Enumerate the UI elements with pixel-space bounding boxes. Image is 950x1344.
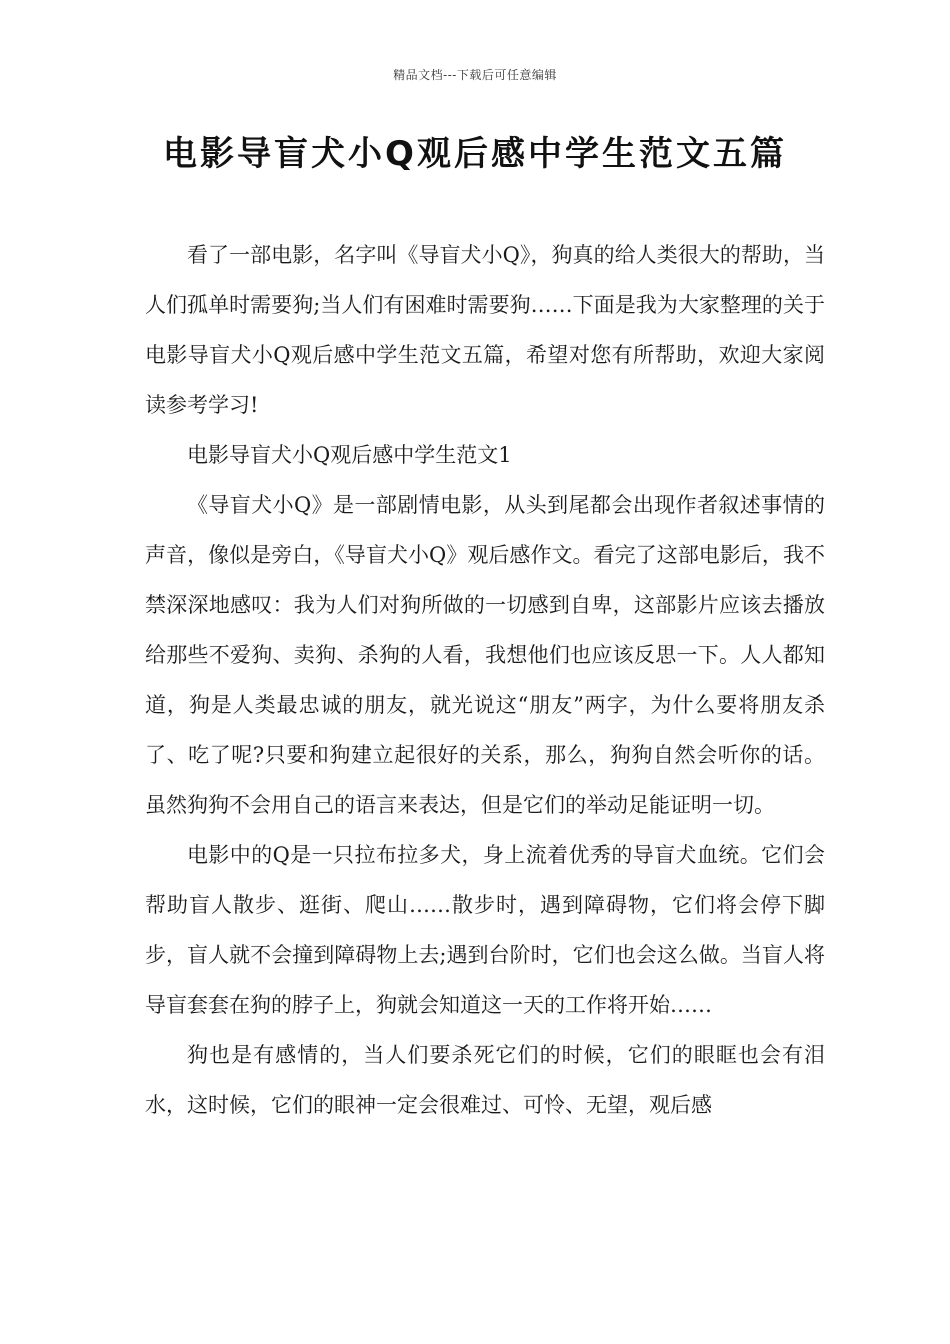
paragraph: 《导盲犬小Q》是一部剧情电影，从头到尾都会出现作者叙述事情的声音，像似是旁白，《导盲犬小Q》观后感作文。看完了这部电影后，我不禁深深地感叹：我为人们对狗所做的一切感到自卑，这部影片应该去播放给那些不爱狗、卖狗、杀狗的人看，我想他们也应该反思一下。人人都知道，狗是人类最忠诚的朋友，就光说这“朋友”两字，为什么要将朋友杀了、吃了呢?只要和狗建立起很好的关系，那么，狗狗自然会听你的话。虽然狗狗不会用自己的语言来表达，但是它们的举动足能证明一切。 — [145, 493, 825, 817]
section-heading: 电影导盲犬小Q观后感中学生范文1 — [187, 443, 512, 467]
paragraph: 狗也是有感情的，当人们要杀死它们的时候，它们的眼眶也会有泪水，这时候，它们的眼神一定会很难过、可怜、无望，观后感 — [145, 1043, 825, 1117]
paragraph: 电影中的Q是一只拉布拉多犬，身上流着优秀的导盲犬血统。它们会帮助盲人散步、逛街、爬山……散步时，遇到障碍物，它们将会停下脚步，盲人就不会撞到障碍物上去;遇到台阶时，它们也会这么做。当盲人将导盲套套在狗的脖子上，狗就会知道这一天的工作将开始…… — [145, 843, 825, 1017]
paragraph-intro: 看了一部电影，名字叫《导盲犬小Q》，狗真的给人类很大的帮助，当人们孤单时需要狗;当人们有困难时需要狗……下面是我为大家整理的关于电影导盲犬小Q观后感中学生范文五篇，希望对您有所帮助，欢迎大家阅读参考学习! — [145, 243, 825, 417]
header-note: 精品文档---下载后可任意编辑 — [393, 68, 557, 82]
document-body — [145, 230, 825, 1130]
document-title: 电影导盲犬小Q观后感中学生范文五篇 — [163, 134, 787, 174]
